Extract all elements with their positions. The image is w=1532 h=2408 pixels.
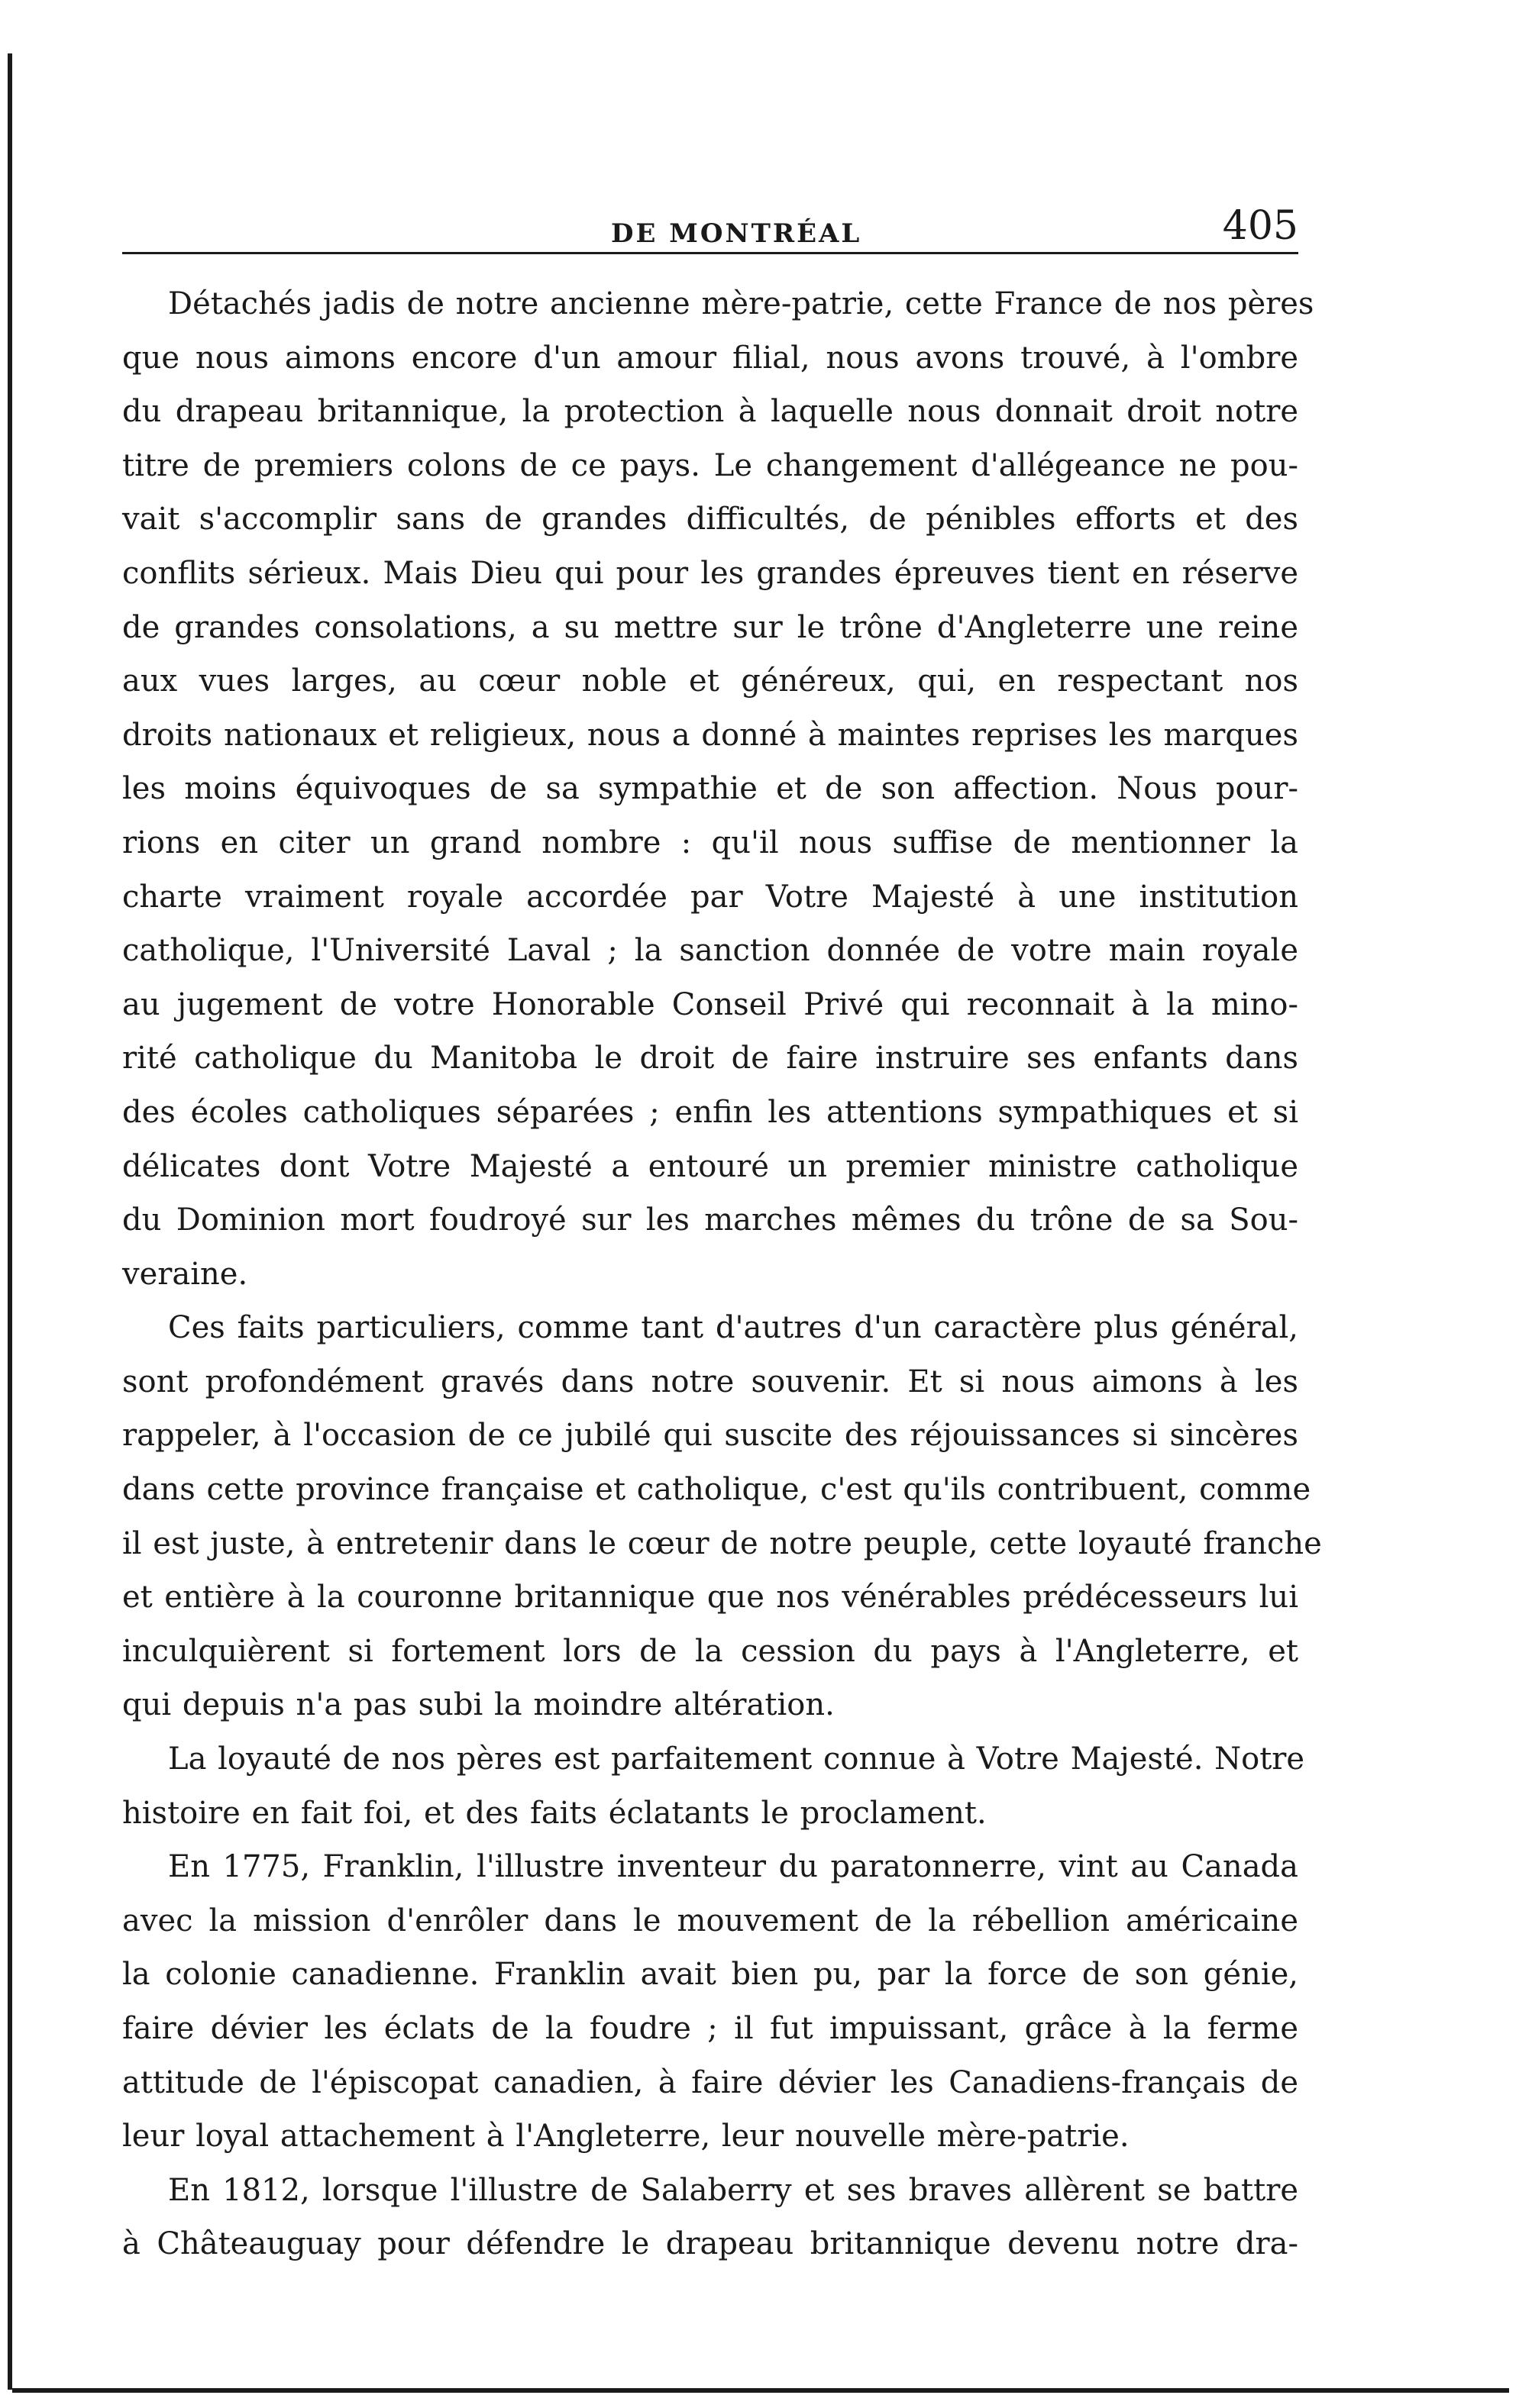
- text-line: au jugement de votre Honorable Conseil Privé qui reconnait à la mino-: [122, 986, 1298, 1022]
- text-line: les moins équivoques de sa sympathie et de son affection. Nous pour-: [122, 771, 1298, 807]
- text-line: du drapeau britannique, la protection à laquelle nous donnait droit notre: [122, 394, 1298, 430]
- text-line: rité catholique du Manitoba le droit de faire instruire ses enfants dans: [122, 1041, 1298, 1076]
- text-line: vait s'accomplir sans de grandes difficultés, de pénibles efforts et des: [122, 502, 1298, 537]
- text-line: inculquièrent si fortement lors de la cession du pays à l'Angleterre, et: [122, 1633, 1298, 1669]
- text-line: délicates dont Votre Majesté a entouré un premier ministre catholique: [122, 1148, 1298, 1184]
- text-line: rions en citer un grand nombre : qu'il nous suffise de mentionner la: [122, 825, 1298, 860]
- paragraph: [122, 1732, 1305, 1840]
- text-line: sont profondément gravés dans notre souvenir. Et si nous aimons à les: [122, 1364, 1298, 1399]
- text-line: et entière à la couronne britannique que nos vénérables prédécesseurs lui: [122, 1580, 1298, 1616]
- text-line: attitude de l'épiscopat canadien, à faire dévier les Canadiens-français de: [122, 2064, 1298, 2100]
- text-line: charte vraiment royale accordée par Votre Majesté à une institution: [122, 879, 1298, 915]
- text-line: du Dominion mort foudroyé sur les marches mêmes du trône de sa Sou-: [122, 1202, 1298, 1238]
- body-text: [122, 277, 1322, 2271]
- text-line: de grandes consolations, a su mettre sur le trône d'Angleterre une reine: [122, 609, 1298, 645]
- text-line: La loyauté de nos pères est parfaitement connue à Votre Majesté. Notre: [168, 1741, 1305, 1777]
- text-line: faire dévier les éclats de la foudre ; il fut impuissant, grâce à la ferme: [122, 2011, 1298, 2046]
- text-line: histoire en fait foi, et des faits éclatants le proclament.: [122, 1795, 987, 1831]
- text-line: aux vues larges, au cœur noble et généreux, qui, en respectant nos: [122, 663, 1298, 699]
- text-line: la colonie canadienne. Franklin avait bien pu, par la force de son génie,: [122, 1957, 1298, 1993]
- paragraph: [122, 2164, 1298, 2271]
- text-line: Détachés jadis de notre ancienne mère-patrie, cette France de nos pères: [168, 286, 1314, 321]
- scan-edge-left: [8, 53, 12, 2390]
- text-line: conflits sérieux. Mais Dieu qui pour les grandes épreuves tient en réserve: [122, 555, 1298, 591]
- text-line: En 1775, Franklin, l'illustre inventeur du paratonnerre, vint au Canada: [168, 1849, 1298, 1885]
- text-line: En 1812, lorsque l'illustre de Salaberry et ses braves allèrent se battre: [168, 2172, 1298, 2208]
- running-head: [122, 183, 1298, 254]
- text-line: catholique, l'Université Laval ; la sanction donnée de votre main royale: [122, 933, 1298, 969]
- scan-edge-bottom: [12, 2388, 1509, 2393]
- text-line: Ces faits particuliers, comme tant d'autres d'un caractère plus général,: [168, 1310, 1298, 1346]
- text-line: des écoles catholiques séparées ; enfin les attentions sympathiques et si: [122, 1094, 1298, 1130]
- text-line: qui depuis n'a pas subi la moindre altération.: [122, 1687, 835, 1723]
- running-title: DE MONTRÉAL: [611, 218, 862, 249]
- paragraph: [122, 1840, 1298, 2164]
- text-line: dans cette province française et catholique, c'est qu'ils contribuent, comme: [122, 1472, 1311, 1508]
- text-line: il est juste, à entretenir dans le cœur de notre peuple, cette loyauté franche: [122, 1525, 1322, 1561]
- text-line: que nous aimons encore d'un amour filial, nous avons trouvé, à l'ombre: [122, 340, 1298, 376]
- text-line: droits nationaux et religieux, nous a donné à maintes reprises les marques: [122, 717, 1298, 753]
- book-page: [122, 183, 1322, 2271]
- text-line: veraine.: [122, 1256, 248, 1292]
- text-line: rappeler, à l'occasion de ce jubilé qui suscite des réjouissances si sincères: [122, 1418, 1298, 1454]
- text-line: à Châteauguay pour défendre le drapeau britannique devenu notre dra-: [122, 2226, 1298, 2262]
- page-number: 405: [1222, 203, 1298, 249]
- text-line: avec la mission d'enrôler dans le mouvement de la rébellion américaine: [122, 1903, 1298, 1938]
- paragraph: [122, 1301, 1322, 1732]
- text-line: titre de premiers colons de ce pays. Le changement d'allégeance ne pou-: [122, 447, 1298, 483]
- paragraph: [122, 277, 1314, 1301]
- text-line: leur loyal attachement à l'Angleterre, leur nouvelle mère-patrie.: [122, 2119, 1130, 2155]
